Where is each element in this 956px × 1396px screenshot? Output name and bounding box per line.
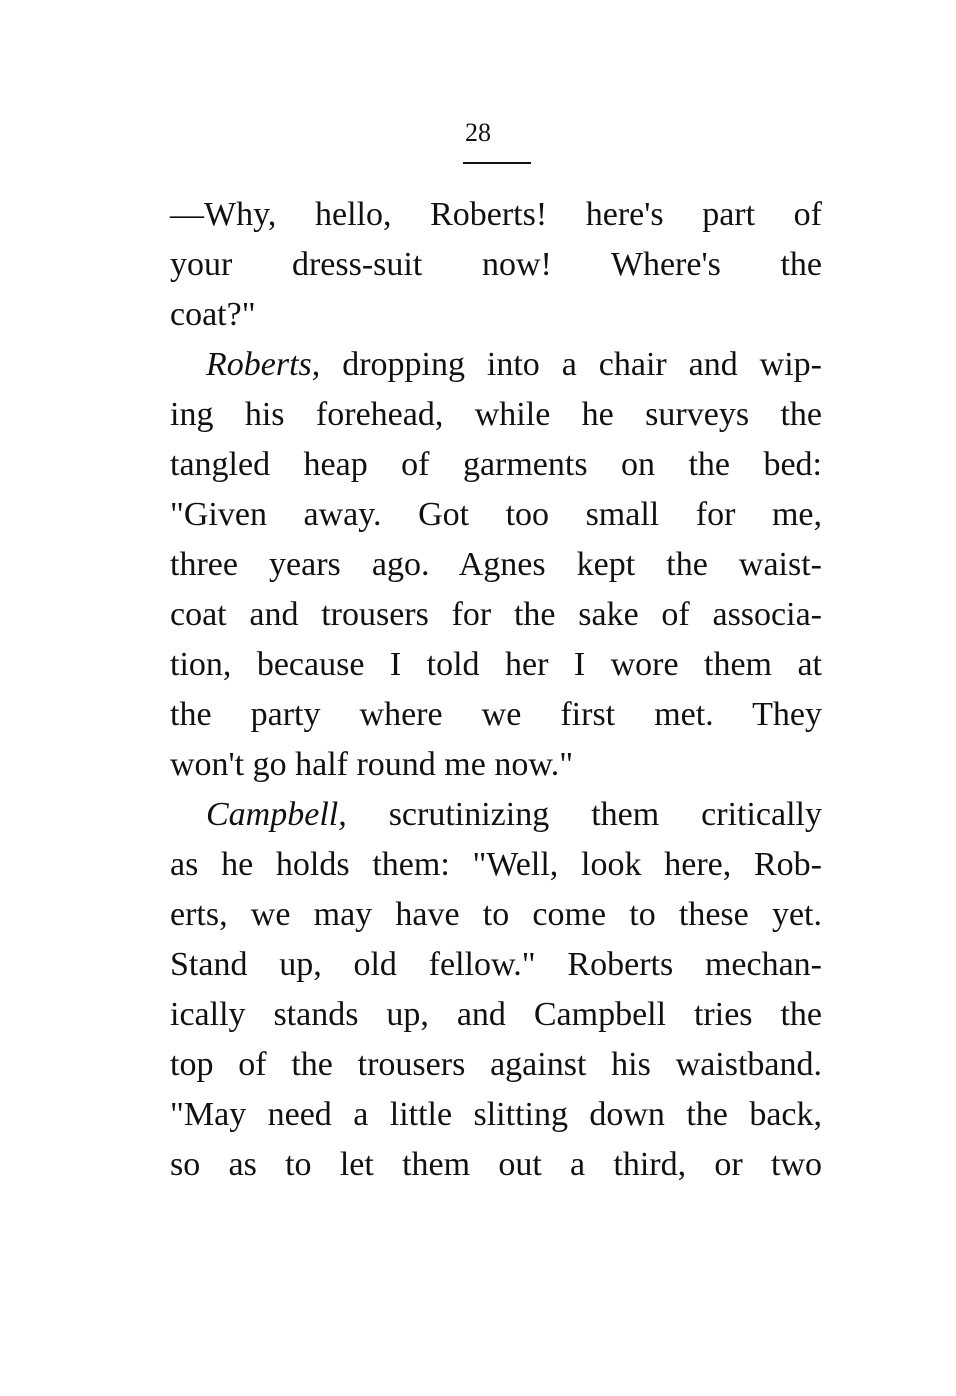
text-line: ically stands up, and Campbell tries the <box>170 996 822 1033</box>
text-line: coat?" <box>170 296 256 333</box>
text-line: won't go half round me now." <box>170 746 574 783</box>
text-line: so as to let them out a third, or two <box>170 1146 822 1183</box>
page-number: 28 <box>465 118 491 147</box>
text-line: three years ago. Agnes kept the waist- <box>170 546 822 583</box>
text-line: —Why, hello, Roberts! here's part of <box>170 196 822 233</box>
text-line: ing his forehead, while he surveys the <box>170 396 822 433</box>
text-line: your dress-suit now! Where's the <box>170 246 822 283</box>
body-text <box>170 190 822 1190</box>
text-line: tangled heap of garments on the bed: <box>170 446 822 483</box>
text-line: as he holds them: "Well, look here, Rob- <box>170 846 822 883</box>
text-line: tion, because I told her I wore them at <box>170 646 822 683</box>
text-line: the party where we first met. They <box>170 696 822 733</box>
text-line: Roberts, dropping into a chair and wip- <box>206 346 822 383</box>
text-line: Campbell, scrutinizing them critically <box>206 796 822 833</box>
text-line: "Given away. Got too small for me, <box>170 496 822 533</box>
text-line: top of the trousers against his waistband. <box>170 1046 822 1083</box>
speaker-name: Roberts, <box>206 346 321 383</box>
header-rule <box>463 162 531 164</box>
text-line: Stand up, old fellow." Roberts mechan- <box>170 946 822 983</box>
text-line: "May need a little slitting down the back, <box>170 1096 822 1133</box>
text-line: coat and trousers for the sake of associa- <box>170 596 822 633</box>
speaker-name: Campbell, <box>206 796 347 833</box>
text-line: erts, we may have to come to these yet. <box>170 896 822 933</box>
